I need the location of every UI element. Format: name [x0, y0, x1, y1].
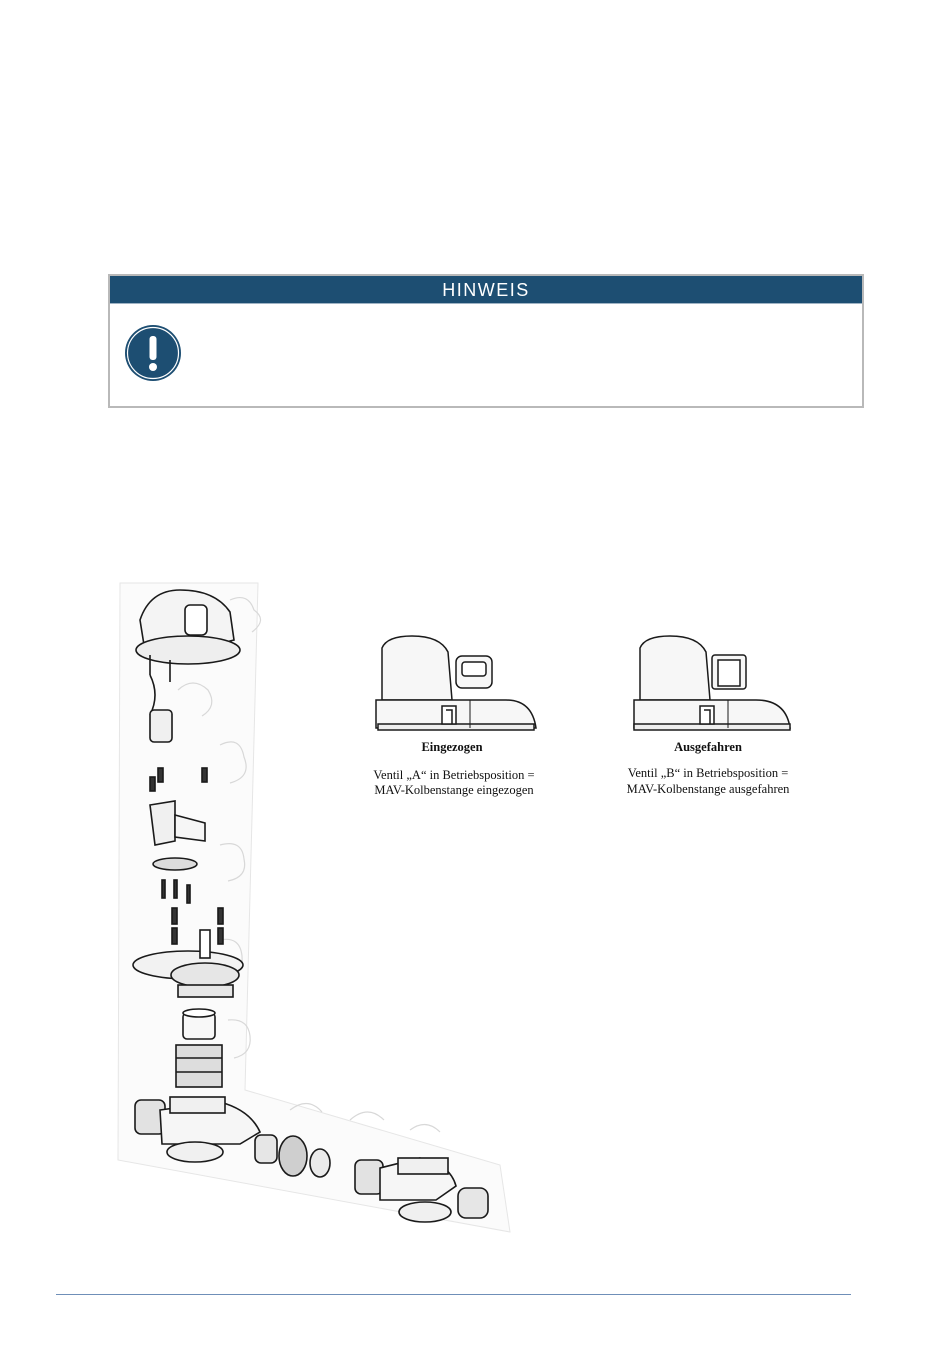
actuator-retracted-drawing	[376, 636, 536, 730]
footer-rule	[56, 1294, 851, 1295]
right-caption-line1: Ventil „B“ in Betriebsposition =	[627, 766, 789, 780]
right-caption-title: Ausgefahren	[674, 740, 742, 754]
right-caption-line2: MAV-Kolbenstange ausgefahren	[626, 782, 790, 796]
notice-title: HINWEIS	[110, 276, 862, 304]
left-caption-line1: Ventil „A“ in Betriebsposition =	[373, 768, 535, 782]
left-caption-line2: MAV-Kolbenstange eingezogen	[374, 783, 534, 797]
actuator-extended-drawing	[634, 636, 790, 730]
left-caption-title: Eingezogen	[421, 740, 483, 754]
